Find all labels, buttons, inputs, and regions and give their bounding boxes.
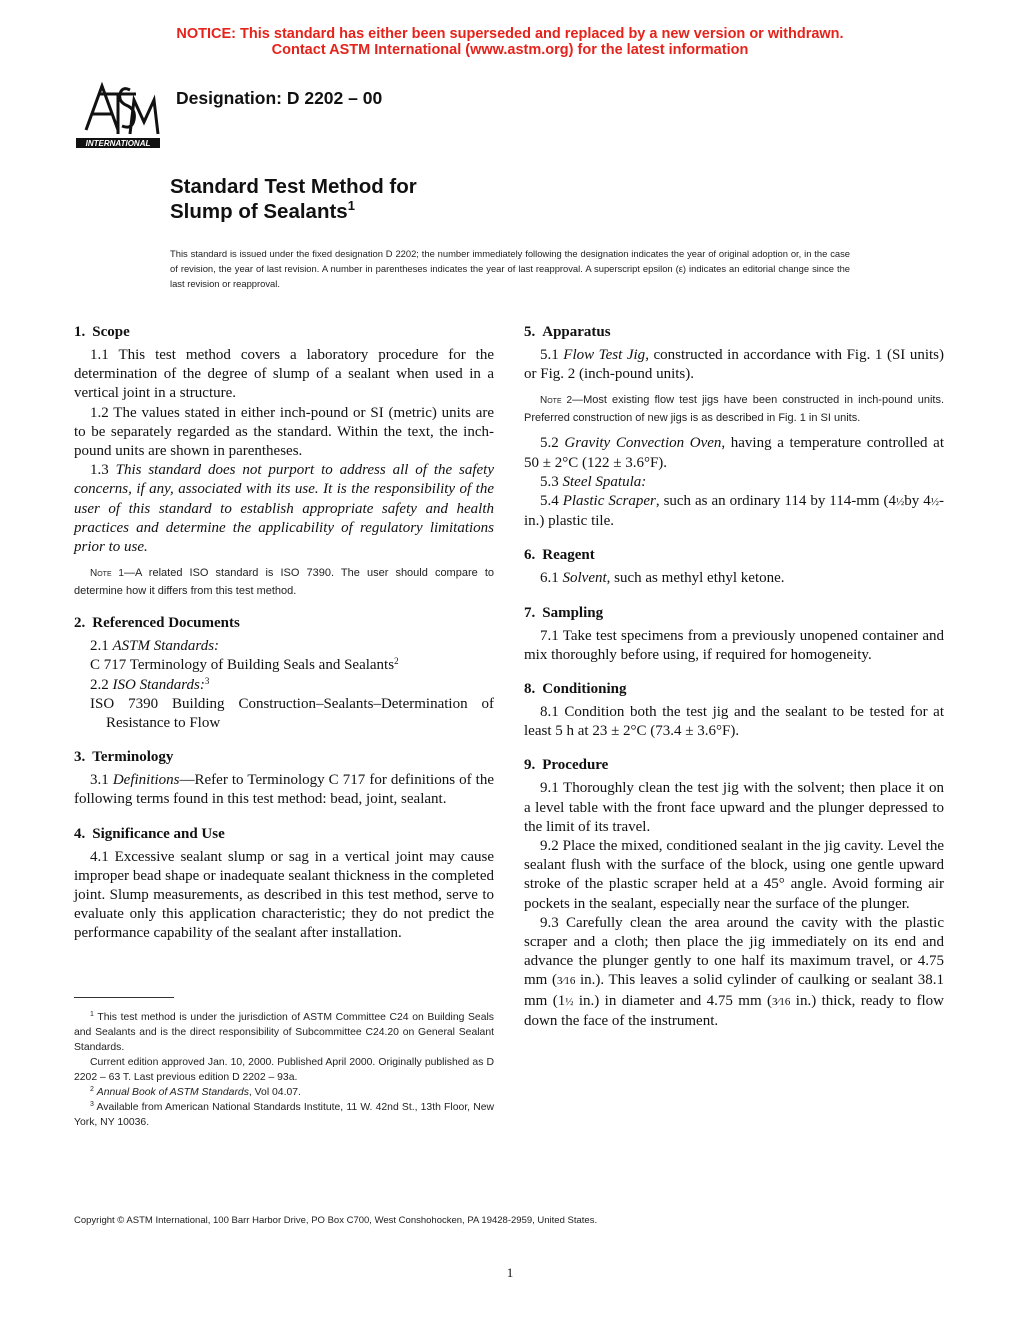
section-heading-apparatus: 5. Apparatus [524, 324, 611, 340]
logo-label: INTERNATIONAL [85, 139, 151, 148]
paragraph-7-1: 7.1 Take test specimens from a previously unopened container and mix thoroughly before using, if required for homogeneity. [524, 627, 944, 663]
paragraph-1-1: 1.1 This test method covers a laboratory procedure for the determination of the degree of slump of a sealant when used in a vertical joint in a structure. [74, 347, 494, 402]
paragraph-5-2: 5.2 Gravity Convection Oven, having a temperature controlled at 50 ± 2°C (122 ± 3.6°F). [524, 435, 945, 471]
title-line-2: Slump of Sealants [170, 200, 348, 223]
notice-line-2: Contact ASTM International (www.astm.org) for the latest information [271, 42, 749, 58]
section-heading-significance: 4. Significance and Use [74, 825, 225, 842]
paragraph-1-2: 1.2 The values stated in either inch-pound or SI (metric) units are to be separately regarded as the standard. Within the text, the inch-pound units are shown in parentheses. [74, 404, 494, 460]
paragraph-5-1: 5.1 Flow Test Jig, constructed in accordance with Fig. 1 (SI units) or Fig. 2 (inch-pound units). [524, 347, 944, 383]
page-number: 1 [506, 1265, 514, 1280]
section-heading-procedure: 9. Procedure [524, 757, 609, 774]
paragraph-9-3: 9.3 Carefully clean the area around the cavity with the plastic scraper and a cloth; then place the jig immediately on its end and advance the plunger gently to one half its maximum travel, or 4.75 mm (3⁄16 in.). This leaves a solid cylinder of caulking or sealant 38.1 mm (1½ in.) in diameter and 4.75 mm (3⁄16 in.) thick, ready to flow down the face of the instrument. [524, 914, 944, 1029]
section-heading-reagent: 6. Reagent [524, 547, 595, 564]
note-1: Note 1—A related ISO standard is ISO 7390. The user should compare to determine how it differs from this test method. [74, 567, 494, 597]
issuance-statement: This standard is issued under the fixed designation D 2202; the number immediately following the designation indicates the year of original adoption or, in the case of revision, the year of last revision. A number in parentheses indicates the year of last reapproval. A superscript epsilon (ε) indicates an editorial change since the last revision or reapproval. [170, 248, 850, 289]
paragraph-9-1: 9.1 Thoroughly clean the test jig with the solvent; then place it on a level table with the front face upward and the plunger depressed to the limit of its travel. [524, 780, 944, 835]
footnote-2: $^2$ Annual Book of ASTM Standards, Vol 04.07. [90, 1086, 301, 1098]
copyright-notice: Copyright © ASTM International, 100 Barr Harbor Drive, PO Box C700, West Conshohocken, PA 19428-2959, United States. [74, 1215, 598, 1226]
section-heading-sampling: 7. Sampling [524, 604, 604, 621]
paragraph-2-2: 2.2 ISO Standards:$^3$ [90, 675, 210, 693]
astm-logo [72, 74, 162, 152]
paragraph-3-1: 3.1 Definitions—Refer to Terminology C 717 for definitions of the following terms found in this test method: bead, joint, sealant. [74, 772, 495, 808]
section-heading-terminology: 3. Terminology [74, 749, 174, 766]
footnote-3: $^3$ Available from American National Standards Institute, 11 W. 42nd St., 13th Floor, New York, NY 10036. [74, 1101, 494, 1128]
paragraph-1-3: 1.3 This standard does not purport to address all of the safety concerns, if any, associated with its use. It is the responsibility of the user of this standard to establish appropriate safety and health practices and determine the applicability of regulatory limitations prior to use. [74, 462, 495, 556]
document-title [170, 174, 417, 224]
section-heading-referenced-documents: 2. Referenced Documents [74, 615, 240, 632]
notice-line-1: NOTICE: This standard has either been superseded and replaced by a new version or withdrawn. [176, 26, 844, 42]
footnotes [74, 1010, 494, 1130]
footnote-edition: Current edition approved Jan. 10, 2000. Published April 2000. Originally published as D 2202 – 63 T. Last previous edition D 2202 – 93a. [74, 1057, 494, 1083]
right-column [524, 322, 944, 1031]
title-line-1: Standard Test Method for [170, 175, 417, 198]
left-column [74, 322, 494, 944]
paragraph-4-1: 4.1 Excessive sealant slump or sag in a vertical joint may cause improper bead shape or inadequate sealant thickness in the completed joint. Slump measurements, as described in this test method, serve to evaluate only this application characteristic; they do not predict the performance capability of the sealant after installation. [74, 848, 494, 942]
footnote-rule [74, 997, 174, 998]
designation: Designation: D 2202 – 00 [176, 88, 383, 108]
withdrawal-notice [0, 26, 1020, 58]
section-heading-scope: 1. Scope [74, 324, 130, 340]
reference-c717: C 717 Terminology of Building Seals and Sealants$^2$ [90, 656, 399, 674]
paragraph-9-2: 9.2 Place the mixed, conditioned sealant in the jig cavity. Level the sealant flush with the surface of the block, using one gentle upward stroke of the plastic scraper held at a 45° angle. Avoid forming air pockets in the sealant, especially near the surface of the plunger. [524, 838, 944, 912]
paragraph-8-1: 8.1 Condition both the test jig and the sealant to be tested for at least 5 h at 23 ± 2°C (73.4 ± 3.6°F). [524, 704, 944, 740]
paragraph-2-1: 2.1 ASTM Standards: [90, 638, 220, 655]
note-2: Note 2—Most existing flow test jigs have been constructed in inch-pound units. Preferred construction of new jigs is as described in Fig. 1 in SI units. [524, 394, 945, 424]
reference-iso7390: ISO 7390 Building Construction–Sealants–Determination of Resistance to Flow [90, 695, 494, 732]
paragraph-6-1: 6.1 Solvent, such as methyl ethyl ketone. [540, 570, 785, 587]
footnote-1: $^1$ This test method is under the jurisdiction of ASTM Committee C24 on Building Seals and Sealants and is the direct responsibility of Subcommittee C24.20 on General Sealant Standards. [74, 1011, 494, 1053]
title-footnote-ref: 1 [347, 198, 355, 213]
paragraph-5-4: 5.4 Plastic Scraper, such as an ordinary 114 by 114-mm (4½by 4½-in.) plastic tile. [524, 493, 944, 530]
section-heading-conditioning: 8. Conditioning [524, 681, 627, 698]
paragraph-5-3: 5.3 Steel Spatula: [540, 473, 647, 490]
